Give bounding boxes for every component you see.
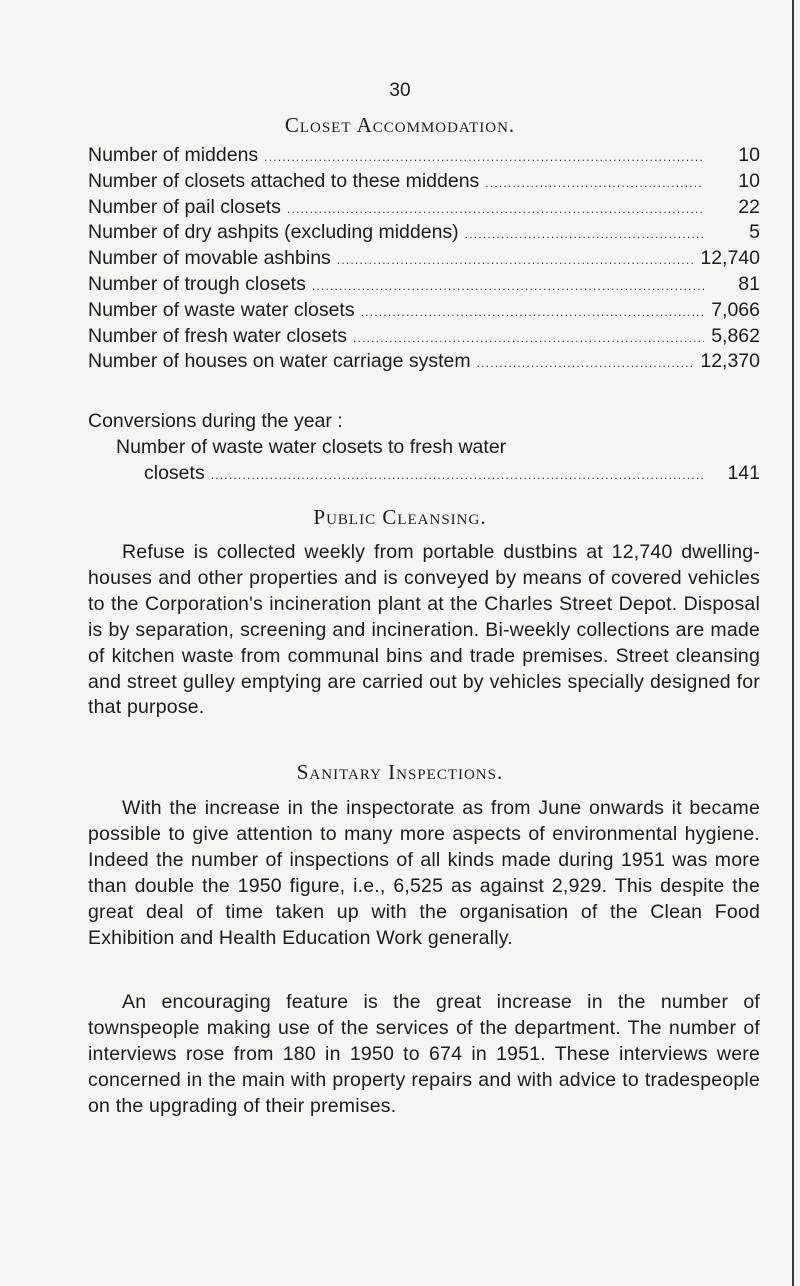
public-cleansing-paragraph: Refuse is collected weekly from portable dustbins at 12,740 dwelling-houses and other properties and is conveyed by means of covered vehicles to the Corporation's incineration plant at the Charles Street Depot. Disposal is by separation, screening and incineration. Bi-weekly collections are made of kitchen waste from communal bins and trade premises. Street cleansing and street gulley emptying are carried out by vehicles specially designed for that purpose. (88, 541, 760, 719)
stat-row (88, 350, 760, 376)
dot-leader (361, 305, 704, 319)
conversions-label-continued: closets (144, 462, 205, 484)
conversions-row (88, 462, 760, 488)
stat-label: Number of pail closets (88, 195, 281, 218)
dot-leader (353, 331, 704, 345)
inspections-paragraph-1: With the increase in the inspectorate as from June onwards it became possible to give attention to many more aspects of environmental hygiene. Indeed the number of inspections of all kinds made during 1951 was more than double the 1950 figure, i.e., 6,525 as against 2,929. This despite the great deal of time taken up with the organisation of the Clean Food Exhibition and Health Education Work generally. (88, 797, 760, 949)
dot-leader (485, 176, 704, 190)
closet-stats-list (88, 144, 760, 376)
stat-value: 12,370 (700, 350, 760, 373)
stat-label: Number of fresh water closets (88, 324, 348, 347)
stat-row (88, 144, 760, 170)
dot-leader (312, 279, 704, 293)
inspections-paragraph-2: An encouraging feature is the great increase in the number of townspeople making use of the services of the department. The number of interviews rose from 180 in 1950 to 674 in 1951. These interviews were concerned in the main with property repairs and with advice to tradespeople on the upgrading of their premises. (88, 991, 760, 1117)
stat-label: Number of movable ashbins (88, 247, 331, 270)
stat-row (88, 221, 760, 247)
sanitary-inspections-heading: Sanitary Inspections. (296, 760, 504, 784)
stat-row (88, 299, 760, 325)
dot-leader (465, 227, 704, 241)
conversions-label: Number of waste water closets to fresh water (116, 436, 507, 458)
dot-leader (337, 253, 695, 267)
conversions-block (88, 410, 760, 488)
stat-value: 5,862 (711, 324, 760, 347)
stat-label: Number of closets attached to these middens (88, 169, 480, 192)
stat-row (88, 325, 760, 351)
dot-leader (477, 356, 695, 370)
dot-leader (211, 468, 704, 482)
dot-leader (264, 150, 704, 164)
stat-label: Number of trough closets (88, 272, 306, 295)
stat-label: Number of middens (88, 144, 259, 166)
stat-value: 10 (738, 169, 760, 192)
page-number: 30 (389, 80, 411, 101)
conversions-value: 141 (727, 462, 760, 484)
stat-label: Number of houses on water carriage system (88, 350, 471, 373)
stat-value: 5 (749, 221, 760, 244)
public-cleansing-heading: Public Cleansing. (313, 505, 487, 529)
dot-leader (287, 202, 704, 216)
stat-label: Number of waste water closets (88, 298, 355, 321)
stat-row (88, 273, 760, 299)
conversions-title: Conversions during the year : (88, 410, 343, 432)
stat-row (88, 247, 760, 273)
stat-value: 10 (738, 144, 760, 166)
stat-value: 22 (738, 195, 760, 218)
stat-label: Number of dry ashpits (excluding middens) (88, 221, 459, 244)
closet-accommodation-heading: Closet Accommodation. (284, 113, 516, 137)
stat-value: 7,066 (711, 298, 760, 321)
page-edge-line (792, 0, 794, 1286)
stat-row (88, 170, 760, 196)
stat-value: 12,740 (700, 247, 760, 270)
stat-row (88, 196, 760, 222)
stat-value: 81 (738, 272, 760, 295)
